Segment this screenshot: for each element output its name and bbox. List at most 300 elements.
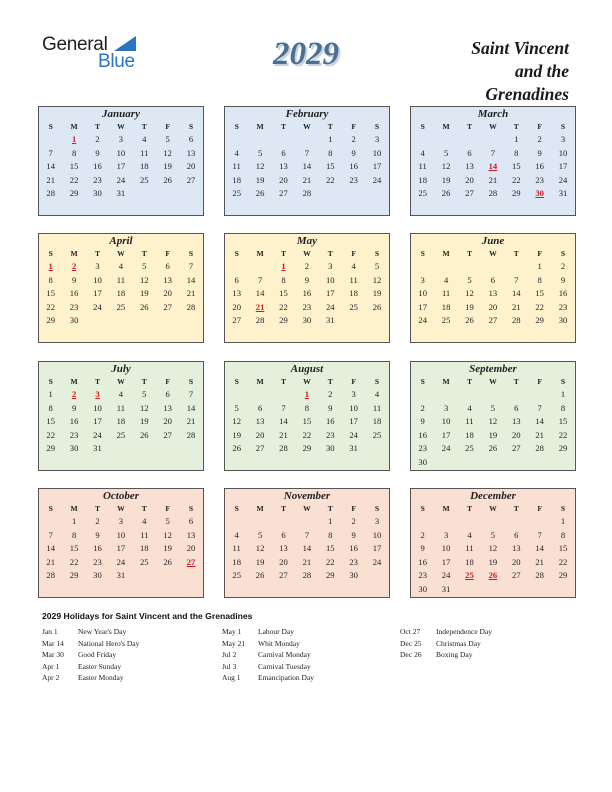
day-cell: 11 [140,529,149,540]
day-cell: 24 [372,174,382,185]
day-cell: 18 [139,543,149,554]
day-cell: 15 [279,288,288,299]
holiday-name: Good Friday [78,650,117,659]
holiday-date: Dec 26 [400,650,422,659]
day-cell: 7 [537,529,542,540]
day-cell: 13 [163,402,172,413]
weekday-header: T [327,122,333,131]
empty-day-cell [342,201,365,215]
day-cell: 17 [325,288,335,299]
day-cell: 28 [511,315,521,326]
day-cell: 1 [328,516,333,526]
day-cell: 16 [302,288,312,299]
day-cell: 13 [163,274,172,285]
day-cell: 28 [186,429,196,440]
day-cell: 14 [535,416,544,427]
empty-day-cell [133,314,156,328]
month-title: June [481,235,505,247]
empty-day-cell [62,328,85,342]
weekday-header: S [48,504,53,513]
day-cell: 10 [558,147,568,158]
week-row [39,314,203,328]
day-cell: 29 [325,570,335,581]
day-cell: 21 [46,174,55,185]
day-cell: 23 [349,556,358,567]
month-title: December [470,490,516,502]
empty-day-cell [481,201,504,215]
week-row [411,160,575,174]
day-cell: 28 [302,570,312,581]
weekday-header: S [48,249,53,258]
day-cell: 1 [537,261,542,271]
day-cell: 29 [558,570,568,581]
week-row [225,583,389,597]
week-row [225,301,389,315]
day-cell: 19 [163,543,172,554]
weekday-header: F [537,249,542,258]
day-cell: 20 [465,174,474,185]
day-cell: 12 [372,274,382,285]
holiday-day-cell: 14 [488,161,498,172]
day-cell: 25 [139,556,149,567]
day-cell: 24 [441,443,451,454]
day-cell: 29 [46,315,55,326]
day-cell: 10 [349,402,358,413]
weekday-header-row [225,376,389,388]
day-cell: 21 [186,416,196,427]
empty-day-cell [86,314,109,328]
empty-day-cell [365,328,388,342]
week-row [225,415,389,429]
day-cell: 23 [558,301,568,312]
day-cell: 14 [511,288,521,299]
empty-day-cell [481,260,504,274]
day-cell: 12 [255,161,265,172]
empty-day-cell [86,583,109,597]
day-cell: 1 [328,134,333,144]
day-cell: 19 [465,301,474,312]
day-cell: 10 [372,529,382,540]
day-cell: 28 [488,188,498,199]
day-cell: 3 [374,516,380,526]
day-cell: 2 [351,516,356,526]
weekday-header-row [411,121,575,133]
day-cell: 24 [418,315,427,326]
day-cell: 6 [514,402,519,413]
day-cell: 5 [374,261,380,271]
day-cell: 31 [441,583,451,594]
holiday-name: Easter Sunday [78,661,122,671]
weekday-header: M [70,377,78,386]
day-cell: 18 [232,556,241,567]
day-cell: 13 [465,161,474,172]
empty-day-cell [365,442,388,456]
week-row [225,542,389,556]
day-cell: 16 [418,556,427,567]
empty-day-cell [248,388,271,402]
holiday-row [42,626,139,638]
day-cell: 9 [420,416,425,427]
day-cell: 26 [163,556,172,567]
week-row [411,556,575,570]
weekday-header: T [327,249,333,258]
weekday-header: F [351,504,356,513]
week-row [225,515,389,529]
empty-day-cell [434,328,457,342]
day-cell: 2 [351,134,356,144]
empty-day-cell [179,187,202,201]
weekday-header: S [374,377,380,386]
weekday-header: F [351,249,356,258]
day-cell: 20 [163,416,172,427]
empty-day-cell [272,583,295,597]
day-cell: 12 [163,147,172,158]
holiday-row [222,672,314,684]
day-cell: 6 [257,402,263,413]
empty-day-cell [62,583,85,597]
holiday-date: May 21 [222,638,246,648]
weekday-header: T [513,377,519,386]
day-cell: 10 [93,402,102,413]
day-cell: 20 [255,429,265,440]
week-row [411,442,575,456]
weekday-header: T [141,122,147,131]
day-cell: 26 [232,443,241,454]
day-cell: 19 [372,288,382,299]
weekday-header: M [256,377,264,386]
weekday-header: S [188,122,194,131]
day-cell: 18 [372,416,382,427]
day-cell: 24 [116,556,126,567]
empty-day-cell [505,260,528,274]
empty-day-cell [133,456,156,470]
day-cell: 14 [255,288,265,299]
empty-day-cell [342,583,365,597]
week-row [225,429,389,443]
weekday-header: W [303,504,311,513]
day-cell: 6 [234,274,239,285]
weekday-header: W [489,377,497,386]
day-cell: 19 [488,429,498,440]
empty-day-cell [411,260,434,274]
empty-day-cell [225,201,248,215]
holiday-day-cell: 1 [281,261,286,271]
weekday-header: T [327,377,333,386]
day-cell: 26 [441,188,451,199]
day-cell: 3 [95,261,100,271]
weekday-header: W [489,249,497,258]
month-october [38,488,204,598]
week-row [39,287,203,301]
week-row [39,556,203,570]
day-cell: 3 [374,134,380,144]
day-cell: 3 [328,261,333,271]
day-cell: 15 [69,161,79,172]
day-cell: 14 [46,161,55,172]
month-title: May [296,235,318,247]
logo [42,34,142,74]
day-cell: 5 [443,147,449,158]
day-cell: 28 [186,301,196,312]
week-row [39,542,203,556]
holiday-date: Mar 14 [42,638,64,648]
logo-blue-text: Blue [98,51,135,72]
day-cell: 2 [537,134,542,144]
week-row [225,274,389,288]
empty-day-cell [458,260,481,274]
day-cell: 20 [279,174,288,185]
weekday-header: S [420,377,425,386]
holiday-date: Dec 25 [400,638,422,648]
day-cell: 1 [71,516,77,526]
day-cell: 25 [349,301,358,312]
day-cell: 31 [116,570,126,581]
month-march [410,106,576,216]
day-cell: 21 [535,556,544,567]
empty-day-cell [411,328,434,342]
empty-day-cell [225,260,248,274]
weekday-header-row [39,376,203,388]
holiday-name: Emancipation Day [258,673,315,682]
empty-day-cell [481,456,504,470]
empty-day-cell [248,583,271,597]
day-cell: 29 [511,188,521,199]
empty-day-cell [505,456,528,470]
empty-day-cell [528,456,551,470]
empty-day-cell [272,133,295,147]
day-cell: 14 [186,274,196,285]
empty-day-cell [458,388,481,402]
empty-day-cell [39,515,62,529]
day-cell: 31 [325,315,335,326]
day-cell: 10 [325,274,335,285]
empty-day-cell [179,442,202,456]
empty-day-cell [458,328,481,342]
month-april [38,233,204,343]
week-row [39,515,203,529]
holiday-date: Oct 27 [400,627,421,636]
empty-day-cell [86,456,109,470]
day-cell: 4 [420,147,425,158]
week-row [411,569,575,583]
empty-day-cell [528,388,551,402]
day-cell: 2 [304,261,310,271]
day-cell: 29 [558,443,568,454]
day-cell: 31 [558,188,568,199]
empty-day-cell [133,583,156,597]
day-cell: 30 [558,315,568,326]
weekday-header-row [225,121,389,133]
holiday-day-cell: 2 [71,389,77,399]
day-cell: 26 [139,429,149,440]
empty-day-cell [458,133,481,147]
day-cell: 15 [558,543,568,554]
holiday-row [222,626,314,638]
day-cell: 17 [93,416,102,427]
month-title: August [290,363,324,375]
day-cell: 20 [488,301,498,312]
empty-day-cell [365,583,388,597]
weekday-header: S [420,122,425,131]
day-cell: 11 [349,274,358,285]
empty-day-cell [295,133,318,147]
day-cell: 30 [418,456,427,467]
day-cell: 15 [511,161,521,172]
holiday-name: Whit Monday [258,638,300,648]
empty-day-cell [248,201,271,215]
day-cell: 26 [372,301,382,312]
day-cell: 9 [537,147,542,158]
empty-day-cell [272,456,295,470]
day-cell: 4 [234,529,239,540]
weekday-header-row [411,248,575,260]
empty-day-cell [248,328,271,342]
holiday-day-cell: 3 [95,389,100,399]
day-cell: 21 [186,288,196,299]
day-cell: 16 [349,543,358,554]
day-cell: 12 [255,543,265,554]
day-cell: 14 [46,543,55,554]
weekday-header-row [411,503,575,515]
empty-day-cell [133,201,156,215]
day-cell: 1 [560,516,566,526]
weekday-header: M [442,504,450,513]
holiday-column [400,626,492,661]
day-cell: 17 [372,543,382,554]
weekday-header: S [48,122,53,131]
day-cell: 27 [488,315,498,326]
empty-day-cell [458,515,481,529]
day-cell: 23 [69,429,79,440]
day-cell: 9 [328,402,333,413]
weekday-header: W [117,504,125,513]
holiday-day-cell: 21 [255,301,265,312]
weekday-header: W [117,122,125,131]
weekday-header: S [188,377,194,386]
day-cell: 14 [302,543,312,554]
day-cell: 10 [441,543,451,554]
empty-day-cell [248,456,271,470]
holiday-day-cell: 1 [71,134,77,144]
holiday-date: May 1 [222,627,242,636]
day-cell: 27 [163,429,172,440]
day-cell: 11 [232,543,241,554]
empty-day-cell [225,328,248,342]
day-cell: 4 [374,389,380,399]
week-row [39,402,203,416]
empty-day-cell [411,133,434,147]
holiday-day-cell: 1 [304,389,310,399]
weekday-header: S [234,377,239,386]
day-cell: 4 [118,261,124,271]
holiday-date: Jul 3 [222,661,237,671]
day-cell: 23 [418,570,427,581]
day-cell: 21 [511,301,521,312]
day-cell: 13 [279,543,288,554]
country-title [399,37,569,106]
day-cell: 20 [279,556,288,567]
day-cell: 21 [535,429,544,440]
empty-day-cell [295,515,318,529]
week-row [411,542,575,556]
empty-day-cell [295,456,318,470]
day-cell: 17 [441,429,451,440]
empty-day-cell [505,328,528,342]
week-row [225,328,389,342]
day-cell: 25 [372,429,382,440]
day-cell: 9 [304,274,310,285]
day-cell: 27 [279,570,288,581]
weekday-header: S [374,122,380,131]
day-cell: 9 [95,147,100,158]
day-cell: 30 [349,570,358,581]
day-cell: 10 [116,529,126,540]
day-cell: 12 [488,543,498,554]
month-title: November [283,490,331,502]
empty-day-cell [342,314,365,328]
empty-day-cell [505,388,528,402]
day-cell: 13 [186,147,196,158]
weekday-header: S [420,249,425,258]
day-cell: 11 [140,147,149,158]
month-may [224,233,390,343]
day-cell: 2 [95,134,100,144]
day-cell: 4 [142,134,147,144]
empty-day-cell [295,201,318,215]
holiday-row [400,649,492,661]
empty-day-cell [133,187,156,201]
day-cell: 17 [558,161,568,172]
day-cell: 19 [255,174,265,185]
day-cell: 19 [139,288,149,299]
week-row [39,456,203,470]
empty-day-cell [528,201,551,215]
week-row [411,147,575,161]
day-cell: 4 [351,261,356,271]
day-cell: 8 [560,402,566,413]
day-cell: 30 [69,315,79,326]
day-cell: 20 [232,301,241,312]
empty-day-cell [319,201,342,215]
weekday-header: F [351,377,356,386]
holiday-row [400,626,492,638]
empty-day-cell [109,201,132,215]
day-cell: 23 [325,429,335,440]
day-cell: 28 [255,315,265,326]
empty-day-cell [365,569,388,583]
weekday-header: T [327,504,333,513]
day-cell: 16 [93,161,102,172]
day-cell: 12 [488,416,498,427]
holiday-date: Apr 1 [42,661,60,671]
day-cell: 20 [186,543,196,554]
empty-day-cell [109,314,132,328]
day-cell: 16 [418,429,427,440]
week-row [39,583,203,597]
day-cell: 9 [351,529,356,540]
week-row [39,301,203,315]
day-cell: 13 [255,416,265,427]
week-row [411,260,575,274]
day-cell: 28 [279,443,288,454]
week-row [39,174,203,188]
day-cell: 25 [116,429,126,440]
weekday-header: W [117,377,125,386]
week-row [225,201,389,215]
week-row [411,529,575,543]
weekday-header-row [39,121,203,133]
day-cell: 5 [142,261,147,271]
